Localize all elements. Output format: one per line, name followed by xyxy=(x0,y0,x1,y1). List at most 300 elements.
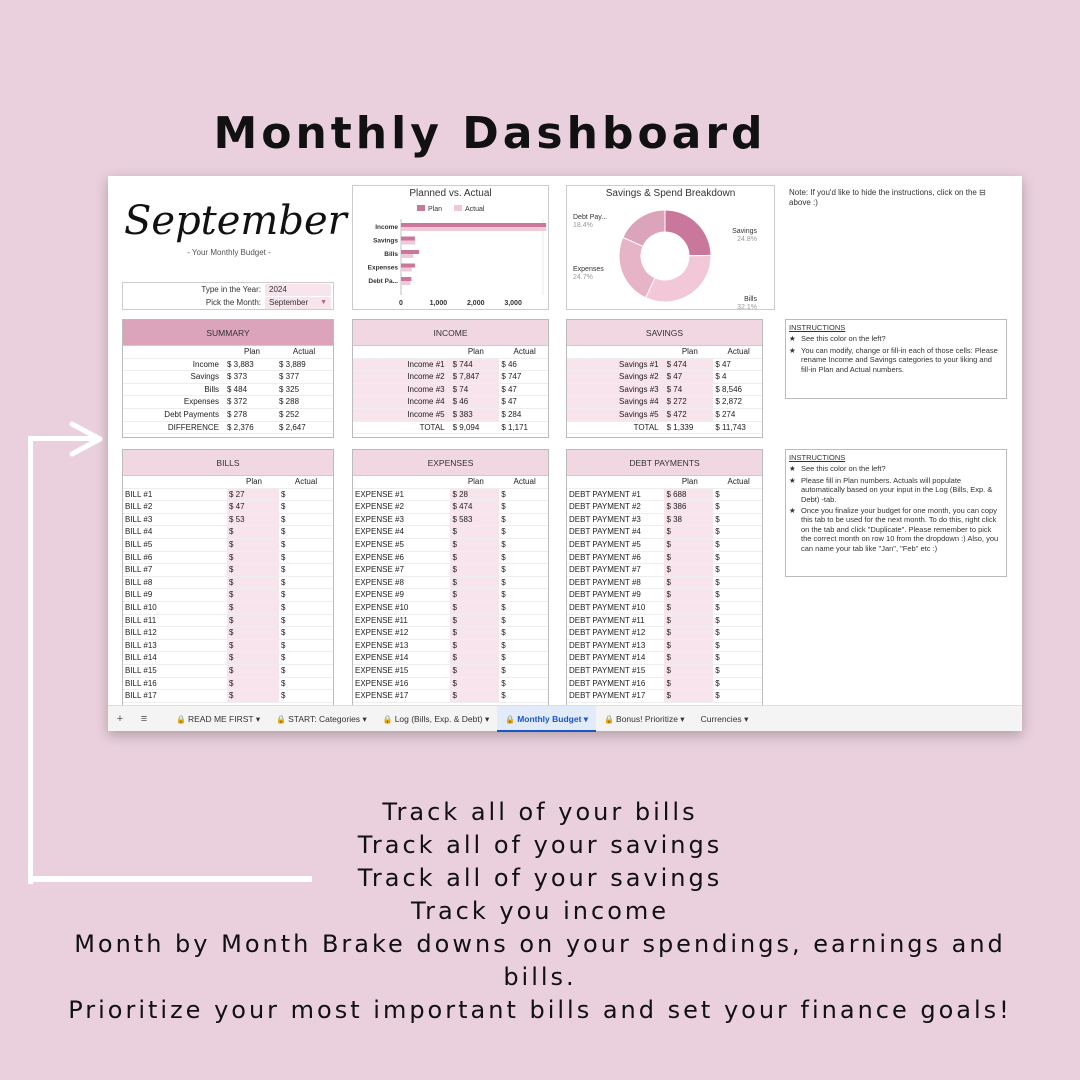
row-label: BILL #5 xyxy=(125,539,153,549)
col-actual-header: Actual xyxy=(727,477,750,486)
plan-cell[interactable]: $ 272 xyxy=(665,396,714,408)
row-label[interactable]: Income #3 xyxy=(353,384,451,396)
plan-cell[interactable]: $ 27 xyxy=(227,489,279,501)
table-row xyxy=(567,489,762,502)
actual-cell[interactable]: $ xyxy=(715,691,720,701)
slice-label: Bills xyxy=(744,296,757,303)
slice-percent: 24.8% xyxy=(737,236,757,243)
table-row xyxy=(123,501,333,514)
plan-cell[interactable]: $ 474 xyxy=(665,359,714,371)
plan-cell[interactable]: $ xyxy=(227,564,279,576)
row-label: EXPENSE #17 xyxy=(355,691,409,701)
table-row xyxy=(123,602,333,615)
table-row xyxy=(123,359,333,372)
row-label: Savings xyxy=(190,372,219,382)
table-row xyxy=(123,577,333,590)
row-label: BILL #12 xyxy=(125,628,157,638)
star-icon: ★ xyxy=(789,345,796,355)
table-row xyxy=(353,589,548,602)
col-plan-header: Plan xyxy=(243,347,260,356)
dropdown-icon: ▼ xyxy=(320,298,327,306)
row-label: BILL #10 xyxy=(125,602,157,612)
column-header-row xyxy=(567,346,762,359)
table-row xyxy=(567,539,762,552)
actual-cell[interactable]: $ xyxy=(501,678,506,688)
table-row xyxy=(567,396,762,409)
table-row xyxy=(353,577,548,590)
table-row xyxy=(567,678,762,691)
plan-cell[interactable]: $ 474 xyxy=(450,501,499,513)
column-header-row xyxy=(353,346,548,359)
actual-cell[interactable]: $ xyxy=(715,653,720,663)
tab-read-me-first[interactable] xyxy=(168,706,268,732)
plan-cell[interactable]: $ xyxy=(450,652,499,664)
row-label[interactable]: Savings #5 xyxy=(567,409,665,421)
table-row xyxy=(567,589,762,602)
slice-percent: 18.4% xyxy=(573,222,593,229)
row-label: EXPENSE #15 xyxy=(355,665,409,675)
actual-cell[interactable]: $ 4 xyxy=(715,372,727,382)
planned-vs-actual-chart xyxy=(352,185,549,310)
plan-cell[interactable]: $ 47 xyxy=(665,371,714,383)
plan-cell[interactable]: $ xyxy=(450,577,499,589)
actual-cell[interactable]: $ xyxy=(715,552,720,562)
row-label: BILL #7 xyxy=(125,565,153,575)
table-row xyxy=(567,564,762,577)
table-row xyxy=(567,526,762,539)
category-label: Expenses xyxy=(367,264,398,272)
plan-cell[interactable]: $ 278 xyxy=(227,409,248,419)
table-row xyxy=(353,652,548,665)
row-label[interactable]: Savings #1 xyxy=(567,359,665,371)
row-label: Bills xyxy=(204,384,219,394)
plan-cell[interactable]: $ xyxy=(664,526,713,538)
actual-cell[interactable]: $ xyxy=(501,502,506,512)
table-row xyxy=(567,665,762,678)
actual-cell[interactable]: $ xyxy=(281,615,286,625)
plan-cell[interactable]: $ xyxy=(227,526,279,538)
row-label: DEBT PAYMENT #13 xyxy=(569,640,646,650)
summary-panel xyxy=(122,319,334,438)
plan-cell[interactable]: $ xyxy=(664,564,713,576)
actual-cell[interactable]: $ 284 xyxy=(501,409,522,419)
feature-line: Prioritize your most important bills and set your finance goals! xyxy=(68,996,1012,1024)
tab-start-categories[interactable] xyxy=(268,706,375,732)
actual-cell[interactable]: $ xyxy=(501,577,506,587)
actual-cell[interactable]: $ xyxy=(501,539,506,549)
tab-dropdown-icon[interactable]: ▾ xyxy=(255,713,261,724)
plan-cell[interactable]: $ 583 xyxy=(450,514,499,526)
plan-cell[interactable]: $ 38 xyxy=(664,514,713,526)
actual-cell[interactable]: $ xyxy=(281,527,286,537)
arrow-head-icon xyxy=(66,420,106,458)
row-label: BILL #2 xyxy=(125,502,153,512)
actual-cell[interactable]: $ 2,647 xyxy=(279,422,306,432)
actual-cell[interactable]: $ xyxy=(501,590,506,600)
instructions-title: INSTRUCTIONS xyxy=(789,453,846,462)
actual-cell[interactable]: $ 274 xyxy=(715,409,736,419)
row-label[interactable]: Savings #3 xyxy=(567,384,665,396)
plan-cell[interactable]: $ xyxy=(450,602,499,614)
actual-cell[interactable]: $ 2,872 xyxy=(715,397,743,407)
actual-cell[interactable]: $ 8,546 xyxy=(715,384,743,394)
row-label: EXPENSE #11 xyxy=(355,615,408,625)
plan-cell[interactable]: $ xyxy=(227,665,279,677)
actual-cell[interactable]: $ xyxy=(281,552,286,562)
table-row xyxy=(567,514,762,527)
plan-cell[interactable]: $ 3,883 xyxy=(227,359,254,369)
actual-cell[interactable]: $ xyxy=(281,502,286,512)
tab-label: Log (Bills, Exp. & Debt) xyxy=(394,713,483,724)
column-header-row xyxy=(567,476,762,489)
row-label: DEBT PAYMENT #2 xyxy=(569,502,641,512)
plan-cell[interactable]: $ xyxy=(664,640,713,652)
row-label: DEBT PAYMENT #9 xyxy=(569,590,641,600)
plan-cell[interactable]: $ xyxy=(664,678,713,690)
plan-cell[interactable]: $ 74 xyxy=(665,384,714,396)
bills-panel xyxy=(122,449,334,706)
actual-cell[interactable]: $ xyxy=(715,615,720,625)
actual-cell[interactable]: $ xyxy=(281,653,286,663)
row-label: EXPENSE #4 xyxy=(355,527,404,537)
row-label[interactable]: Income #1 xyxy=(353,359,451,371)
x-tick-label: 0 xyxy=(399,300,403,307)
plan-cell[interactable]: $ 46 xyxy=(451,396,500,408)
actual-cell[interactable]: $ 46 xyxy=(501,359,517,369)
plan-cell[interactable]: $ xyxy=(227,602,279,614)
actual-cell[interactable]: $ xyxy=(715,514,720,524)
table-row xyxy=(123,422,333,435)
plan-cell[interactable]: $ 744 xyxy=(451,359,500,371)
row-label[interactable]: Savings #4 xyxy=(567,396,665,408)
instructions-title: INSTRUCTIONS xyxy=(789,323,846,332)
row-label: BILL #3 xyxy=(125,514,153,524)
plan-cell[interactable]: $ xyxy=(664,652,713,664)
actual-cell[interactable]: $ 325 xyxy=(279,384,300,394)
row-label: DEBT PAYMENT #7 xyxy=(569,565,641,575)
table-row xyxy=(353,396,548,409)
table-row xyxy=(123,409,333,422)
row-label: EXPENSE #6 xyxy=(355,552,404,562)
row-label: EXPENSE #13 xyxy=(355,640,409,650)
table-row xyxy=(567,640,762,653)
row-label: Expenses xyxy=(183,397,219,407)
actual-cell[interactable]: $ xyxy=(715,502,720,512)
spreadsheet-screenshot xyxy=(108,176,1022,731)
plan-cell[interactable]: $ 28 xyxy=(450,489,499,501)
row-label: EXPENSE #7 xyxy=(355,565,404,575)
plan-cell[interactable]: $ xyxy=(227,690,279,702)
row-label: EXPENSE #3 xyxy=(355,514,404,524)
plan-cell[interactable]: $ xyxy=(227,539,279,551)
plan-cell[interactable]: $ xyxy=(450,690,499,702)
row-label: BILL #1 xyxy=(125,489,153,499)
tab-label: READ ME FIRST xyxy=(187,713,254,724)
plan-cell[interactable]: $ xyxy=(664,577,713,589)
sheet-tab-bar xyxy=(108,705,1022,731)
plan-cell[interactable]: $ 484 xyxy=(227,384,248,394)
actual-cell[interactable]: $ 288 xyxy=(279,397,300,407)
table-row xyxy=(567,384,762,397)
month-header xyxy=(124,188,347,278)
plan-cell[interactable]: $ 9,094 xyxy=(452,422,480,432)
row-label: EXPENSE #12 xyxy=(355,628,409,638)
plan-cell[interactable]: $ 472 xyxy=(665,409,714,421)
row-label: Debt Payments xyxy=(164,409,219,419)
plan-cell[interactable]: $ xyxy=(227,577,279,589)
col-actual-header: Actual xyxy=(292,347,316,356)
tab-currencies[interactable] xyxy=(693,706,757,732)
table-row xyxy=(353,690,548,703)
plan-cell[interactable]: $ xyxy=(227,627,279,639)
row-label: EXPENSE #14 xyxy=(355,653,409,663)
actual-cell[interactable]: $ xyxy=(501,640,506,650)
actual-cell[interactable]: $ xyxy=(281,665,286,675)
col-actual-header: Actual xyxy=(513,477,536,486)
x-tick-label: 2,000 xyxy=(466,300,485,307)
row-label[interactable]: Income #5 xyxy=(353,409,451,421)
row-label: DEBT PAYMENT #10 xyxy=(569,602,646,612)
actual-cell[interactable]: $ xyxy=(715,640,720,650)
col-plan-header: Plan xyxy=(245,477,262,486)
actual-cell[interactable]: $ xyxy=(281,577,286,587)
bar-chart-svg xyxy=(353,199,548,307)
tab-bonus-prioritize[interactable] xyxy=(596,706,693,732)
plan-cell[interactable]: $ xyxy=(227,552,279,564)
year-input[interactable]: 2024 xyxy=(265,284,331,296)
lock-icon: 🔒 xyxy=(382,714,393,724)
plan-cell[interactable]: $ xyxy=(227,640,279,652)
plan-cell[interactable]: $ 47 xyxy=(227,501,279,513)
legend-label-plan: Plan xyxy=(428,206,443,213)
actual-cell[interactable]: $ xyxy=(715,489,720,499)
plan-cell[interactable]: $ xyxy=(450,564,499,576)
row-label: EXPENSE #5 xyxy=(355,539,404,549)
plan-cell[interactable]: $ 7,847 xyxy=(451,371,500,383)
actual-cell[interactable]: $ xyxy=(715,665,720,675)
actual-cell[interactable]: $ xyxy=(715,527,720,537)
bar-actual xyxy=(401,268,412,272)
table-row xyxy=(567,577,762,590)
actual-cell[interactable]: $ xyxy=(715,628,720,638)
actual-cell[interactable]: $ 47 xyxy=(501,397,517,407)
plan-cell[interactable]: $ xyxy=(450,627,499,639)
actual-cell[interactable]: $ 1,171 xyxy=(501,422,529,432)
actual-cell[interactable]: $ xyxy=(281,691,286,701)
plan-cell[interactable]: $ xyxy=(450,552,499,564)
tab-dropdown-icon[interactable]: ▾ xyxy=(484,713,490,724)
month-label: Pick the Month: xyxy=(205,298,261,307)
actual-cell[interactable]: $ xyxy=(715,602,720,612)
plan-cell[interactable]: $ 74 xyxy=(451,384,500,396)
row-label: DEBT PAYMENT #8 xyxy=(569,577,641,587)
month-title: September xyxy=(124,198,347,244)
table-row xyxy=(123,489,333,502)
table-row xyxy=(353,665,548,678)
table-row xyxy=(123,539,333,552)
expenses-panel xyxy=(352,449,549,706)
row-label[interactable]: Savings #2 xyxy=(567,371,665,383)
row-label: DEBT PAYMENT #14 xyxy=(569,653,646,663)
plan-cell[interactable]: $ xyxy=(227,615,279,627)
actual-cell[interactable]: $ xyxy=(715,577,720,587)
table-row xyxy=(123,690,333,703)
table-row xyxy=(123,640,333,653)
plan-cell[interactable]: $ 386 xyxy=(664,501,713,513)
row-label: BILL #9 xyxy=(125,590,153,600)
tab-label: Currencies xyxy=(700,713,742,724)
month-subtitle: - Your Monthly Budget - xyxy=(187,248,271,257)
row-label: DIFFERENCE xyxy=(167,422,219,432)
tab-dropdown-icon[interactable]: ▾ xyxy=(362,713,367,724)
actual-cell[interactable]: $ xyxy=(281,489,286,499)
actual-cell[interactable]: $ xyxy=(501,527,506,537)
add-sheet-button[interactable]: + xyxy=(116,712,124,725)
plan-cell[interactable]: $ xyxy=(450,615,499,627)
table-row xyxy=(567,690,762,703)
actual-cell[interactable]: $ xyxy=(715,565,720,575)
actual-cell[interactable]: $ xyxy=(501,514,506,524)
star-icon: ★ xyxy=(789,506,796,516)
table-row xyxy=(567,359,762,372)
tab-dropdown-icon[interactable]: ▾ xyxy=(583,713,589,724)
star-icon: ★ xyxy=(789,464,796,474)
plan-cell[interactable]: $ xyxy=(664,602,713,614)
row-label: DEBT PAYMENT #16 xyxy=(569,678,646,688)
plan-cell[interactable]: $ 1,339 xyxy=(666,422,694,432)
table-row xyxy=(123,615,333,628)
plan-cell[interactable]: $ xyxy=(450,665,499,677)
table-row xyxy=(123,665,333,678)
actual-cell[interactable]: $ xyxy=(715,590,720,600)
row-label[interactable]: Income #4 xyxy=(353,396,451,408)
actual-cell[interactable]: $ xyxy=(281,602,286,612)
plan-cell[interactable]: $ xyxy=(664,615,713,627)
table-row xyxy=(567,409,762,422)
tab-dropdown-icon[interactable]: ▾ xyxy=(744,713,749,724)
bar-actual xyxy=(401,254,413,258)
table-row xyxy=(567,627,762,640)
plan-cell[interactable]: $ 2,376 xyxy=(227,422,254,432)
plan-cell[interactable]: $ xyxy=(664,539,713,551)
instruction-item: Once you finalize your budget for one month, you can copy this tab to be used for the next month. To do this, right click on the tab and click "Duplicate". Please remember to pick the correct month on row 10 from the dropdown :) Also, you can name your tab like "Jan", "Feb" etc :) xyxy=(801,506,999,553)
tab-monthly-budget[interactable] xyxy=(497,706,596,732)
plan-cell[interactable]: $ xyxy=(450,539,499,551)
actual-cell[interactable]: $ xyxy=(281,590,286,600)
tab-label: Bonus! Prioritize xyxy=(616,713,678,724)
table-row xyxy=(353,640,548,653)
table-row xyxy=(353,539,548,552)
actual-cell[interactable]: $ 47 xyxy=(715,359,731,369)
plan-cell[interactable]: $ xyxy=(664,665,713,677)
row-label[interactable]: Income #2 xyxy=(353,371,451,383)
actual-cell[interactable]: $ 747 xyxy=(501,372,522,382)
table-row xyxy=(353,501,548,514)
table-row xyxy=(123,589,333,602)
bar-plan xyxy=(401,250,419,254)
actual-cell[interactable]: $ 11,743 xyxy=(715,422,746,432)
actual-cell[interactable]: $ xyxy=(501,552,506,562)
actual-cell[interactable]: $ xyxy=(501,565,506,575)
plan-cell[interactable]: $ 53 xyxy=(227,514,279,526)
plan-cell[interactable]: $ xyxy=(450,678,499,690)
plan-cell[interactable]: $ xyxy=(227,652,279,664)
instructions-box-2 xyxy=(785,449,1007,577)
plan-cell[interactable]: $ xyxy=(664,627,713,639)
plan-cell[interactable]: $ xyxy=(450,526,499,538)
plan-cell[interactable]: $ xyxy=(664,552,713,564)
actual-cell[interactable]: $ xyxy=(501,653,506,663)
tab-log-bills-exp-debt[interactable] xyxy=(375,706,498,732)
x-tick-label: 3,000 xyxy=(504,300,522,307)
category-label: Bills xyxy=(384,251,398,258)
plan-cell[interactable]: $ xyxy=(227,678,279,690)
bar-plan xyxy=(401,223,546,227)
instruction-item: See this color on the left? xyxy=(801,334,886,344)
features-list xyxy=(40,796,1040,1027)
plan-cell[interactable]: $ 373 xyxy=(227,372,248,382)
plan-cell[interactable]: $ xyxy=(664,690,713,702)
table-row xyxy=(353,526,548,539)
actual-cell[interactable]: $ xyxy=(715,678,720,688)
actual-cell[interactable]: $ 47 xyxy=(501,384,517,394)
bar-plan xyxy=(401,237,415,241)
plan-cell[interactable]: $ 383 xyxy=(451,409,500,421)
actual-cell[interactable]: $ 3,889 xyxy=(279,359,306,369)
table-row xyxy=(567,552,762,565)
actual-cell[interactable]: $ xyxy=(281,514,286,524)
plan-cell[interactable]: $ 688 xyxy=(664,489,713,501)
actual-cell[interactable]: $ xyxy=(715,539,720,549)
tab-dropdown-icon[interactable]: ▾ xyxy=(680,713,685,724)
actual-cell[interactable]: $ xyxy=(501,691,506,701)
instruction-item: See this color on the left? xyxy=(801,464,886,474)
panel-title: INCOME xyxy=(353,320,548,346)
column-header-row xyxy=(353,476,548,489)
actual-cell[interactable]: $ 252 xyxy=(279,409,300,419)
plan-cell[interactable]: $ xyxy=(450,640,499,652)
actual-cell[interactable]: $ xyxy=(501,665,506,675)
actual-cell[interactable]: $ xyxy=(501,489,506,499)
row-label: BILL #16 xyxy=(125,678,157,688)
row-label: TOTAL xyxy=(419,422,445,432)
actual-cell[interactable]: $ xyxy=(281,640,286,650)
plan-cell[interactable]: $ xyxy=(227,589,279,601)
actual-cell[interactable]: $ xyxy=(501,628,506,638)
actual-cell[interactable]: $ 377 xyxy=(279,372,300,382)
table-row xyxy=(123,678,333,691)
table-row xyxy=(353,564,548,577)
actual-cell[interactable]: $ xyxy=(281,565,286,575)
actual-cell[interactable]: $ xyxy=(281,539,286,549)
date-picker xyxy=(122,282,334,310)
slice-percent: 32.1% xyxy=(737,304,757,311)
table-row xyxy=(353,615,548,628)
plan-cell[interactable]: $ 372 xyxy=(227,397,248,407)
col-plan-header: Plan xyxy=(467,477,484,486)
plan-cell[interactable]: $ xyxy=(664,589,713,601)
panel-title: SAVINGS xyxy=(567,320,762,346)
actual-cell[interactable]: $ xyxy=(281,678,286,688)
month-select[interactable] xyxy=(265,297,331,309)
plan-cell[interactable]: $ xyxy=(450,589,499,601)
table-row xyxy=(123,564,333,577)
actual-cell[interactable]: $ xyxy=(501,615,506,625)
all-sheets-menu-button[interactable]: ≡ xyxy=(140,712,148,725)
actual-cell[interactable]: $ xyxy=(501,602,506,612)
actual-cell[interactable]: $ xyxy=(281,628,286,638)
star-icon: ★ xyxy=(789,334,796,344)
